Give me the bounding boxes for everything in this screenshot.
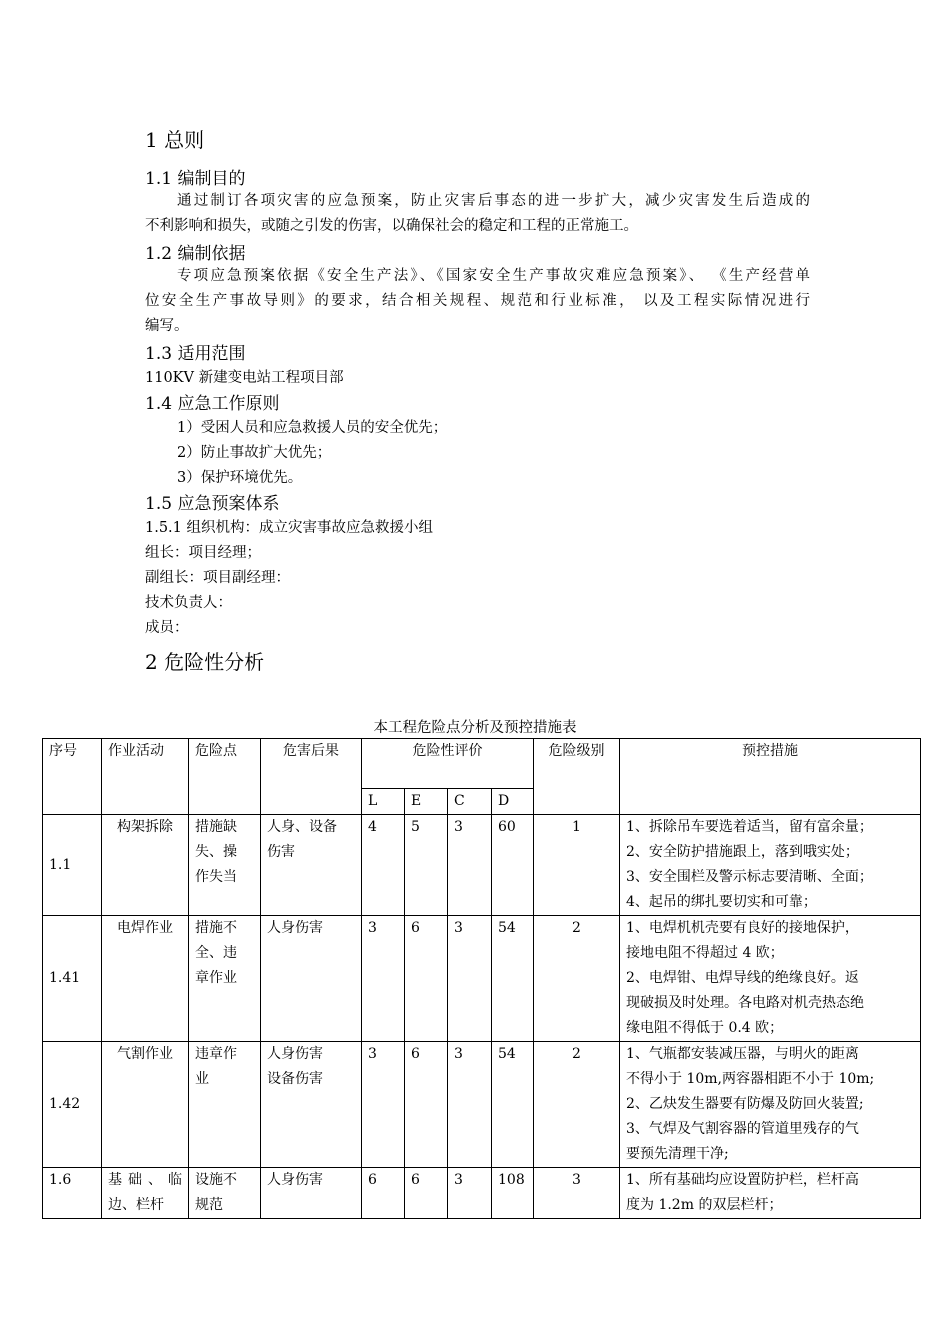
measure-line: 度为 1.2m 的双层栏杆； <box>626 1197 783 1213</box>
measure-line: 要预先清理干净; <box>626 1146 729 1162</box>
hazard-line: 规范 <box>195 1197 223 1213</box>
table-row <box>43 1042 921 1168</box>
paragraph-line: 通过制订各项灾害的应急预案，防止灾害后事态的进一步扩大，减少灾害发生后造成的 <box>177 193 810 209</box>
principle-item: 2）防止事故扩大优先； <box>177 445 332 461</box>
section-2-title: 2 危险性分析 <box>145 650 265 674</box>
hazard-line: 失、操 <box>195 844 237 860</box>
cell-hazard <box>189 1168 261 1219</box>
table-row <box>43 916 921 1042</box>
cell-seq: 1.1 <box>43 815 102 916</box>
hazard-line: 措施不 <box>195 920 237 936</box>
cell-consequence <box>261 815 362 916</box>
section-1-2-title: 1.2 编制依据 <box>145 244 246 264</box>
measure-line: 2、电焊钳、电焊导线的绝缘良好。返 <box>626 970 859 986</box>
hazard-line: 措施缺 <box>195 819 237 835</box>
cell-consequence <box>261 1168 362 1219</box>
hazard-line: 业 <box>195 1071 209 1087</box>
scope-text: 110KV 新建变电站工程项目部 <box>145 370 344 386</box>
consequence-line: 人身伤害 <box>267 920 323 936</box>
cell-C: 3 <box>448 815 492 916</box>
measure-line: 缘电阻不得低于 0.4 欧； <box>626 1020 784 1036</box>
header-measures: 预控措施 <box>620 739 921 815</box>
section-1-5-1-text: 1.5.1 组织机构：成立灾害事故应急救援小组 <box>145 520 434 536</box>
cell-E: 6 <box>405 1042 448 1168</box>
consequence-line: 人身伤害 <box>267 1046 323 1062</box>
members: 成员： <box>145 620 189 636</box>
cell-L: 6 <box>362 1168 405 1219</box>
measure-line: 2、乙炔发生器要有防爆及防回火装置; <box>626 1096 864 1112</box>
table-row <box>43 815 921 916</box>
header-D: D <box>492 789 534 815</box>
cell-C: 3 <box>448 1042 492 1168</box>
cell-seq: 1.41 <box>43 916 102 1042</box>
cell-activity: 电焊作业 <box>102 916 189 1042</box>
cell-hazard <box>189 815 261 916</box>
technical-lead: 技术负责人： <box>145 595 232 611</box>
cell-hazard <box>189 916 261 1042</box>
cell-D: 60 <box>492 815 534 916</box>
paragraph-line: 不利影响和损失，或随之引发的伤害，以确保社会的稳定和工程的正常施工。 <box>145 218 638 234</box>
cell-D: 54 <box>492 916 534 1042</box>
cell-level: 2 <box>534 1042 620 1168</box>
header-consequence: 危害后果 <box>261 739 362 815</box>
cell-seq: 1.42 <box>43 1042 102 1168</box>
cell-measures <box>620 916 921 1042</box>
measure-line: 2、安全防护措施跟上，落到哦实处； <box>626 844 859 860</box>
section-1-4-title: 1.4 应急工作原则 <box>145 394 280 414</box>
cell-E: 6 <box>405 916 448 1042</box>
cell-activity: 基础、临边、栏杆 <box>102 1168 189 1219</box>
measure-line: 3、安全围栏及警示标志要清晰、全面； <box>626 869 873 885</box>
cell-C: 3 <box>448 1168 492 1219</box>
cell-level: 2 <box>534 916 620 1042</box>
consequence-line: 伤害 <box>267 844 295 860</box>
cell-L: 3 <box>362 916 405 1042</box>
measure-line: 3、气焊及气割容器的管道里残存的气 <box>626 1121 859 1137</box>
header-evaluation: 危险性评价 <box>362 739 534 789</box>
measure-line: 1、所有基础均应设置防护栏，栏杆高 <box>626 1172 859 1188</box>
cell-D: 54 <box>492 1042 534 1168</box>
consequence-line: 人身伤害 <box>267 1172 323 1188</box>
cell-consequence <box>261 1042 362 1168</box>
hazard-line: 违章作 <box>195 1046 237 1062</box>
table-row <box>43 1168 921 1219</box>
consequence-line: 人身、设备 <box>267 819 337 835</box>
section-1-1-title: 1.1 编制目的 <box>145 169 246 189</box>
header-seq: 序号 <box>43 739 102 815</box>
cell-L: 3 <box>362 1042 405 1168</box>
hazard-line: 全、违 <box>195 945 237 961</box>
principle-item: 3）保护环境优先。 <box>177 470 303 486</box>
table-caption: 本工程危险点分析及预控措施表 <box>373 720 577 736</box>
cell-level: 3 <box>534 1168 620 1219</box>
header-activity: 作业活动 <box>102 739 189 815</box>
header-E: E <box>405 789 448 815</box>
measure-line: 不得小于 10m,两容器相距不小于 10m; <box>626 1071 875 1087</box>
section-1-2-paragraph <box>145 264 810 339</box>
cell-measures <box>620 1042 921 1168</box>
header-L: L <box>362 789 405 815</box>
risk-analysis-table <box>42 738 921 1219</box>
paragraph-line: 位安全生产事故导则》的要求，结合相关规程、规范和行业标准， 以及工程实际情况进行 <box>145 293 810 309</box>
table-header-row <box>43 739 921 789</box>
cell-measures <box>620 815 921 916</box>
cell-E: 5 <box>405 815 448 916</box>
measure-line: 现破损及时处理。各电路对机壳热态绝 <box>626 995 864 1011</box>
deputy-leader: 副组长：项目副经理： <box>145 570 290 586</box>
paragraph-line: 专项应急预案依据《安全生产法》、《国家安全生产事故灾难应急预案》、 《生产经营单 <box>177 268 810 284</box>
group-leader: 组长：项目经理； <box>145 545 261 561</box>
hazard-line: 章作业 <box>195 970 237 986</box>
measure-line: 1、气瓶都安装减压器，与明火的距离 <box>626 1046 859 1062</box>
hazard-line: 作失当 <box>195 869 237 885</box>
cell-measures <box>620 1168 921 1219</box>
cell-C: 3 <box>448 916 492 1042</box>
measure-line: 4、起吊的绑扎要切实和可靠； <box>626 894 817 910</box>
section-1-1-paragraph <box>145 189 810 239</box>
measure-line: 1、拆除吊车要选着适当，留有富余量； <box>626 819 873 835</box>
cell-hazard <box>189 1042 261 1168</box>
section-1-5-title: 1.5 应急预案体系 <box>145 494 280 514</box>
section-1-3-title: 1.3 适用范围 <box>145 344 246 364</box>
principle-item: 1）受困人员和应急救援人员的安全优先； <box>177 420 448 436</box>
cell-seq: 1.6 <box>43 1168 102 1219</box>
cell-E: 6 <box>405 1168 448 1219</box>
paragraph-line: 编写。 <box>145 318 189 334</box>
section-1-title: 1 总则 <box>145 128 205 152</box>
cell-activity: 构架拆除 <box>102 815 189 916</box>
cell-consequence <box>261 916 362 1042</box>
hazard-line: 设施不 <box>195 1172 237 1188</box>
consequence-line: 设备伤害 <box>267 1071 323 1087</box>
measure-line: 接地电阻不得超过 4 欧； <box>626 945 784 961</box>
cell-D: 108 <box>492 1168 534 1219</box>
header-C: C <box>448 789 492 815</box>
header-hazard: 危险点 <box>189 739 261 815</box>
measure-line: 1、电焊机机壳要有良好的接地保护， <box>626 920 859 936</box>
cell-level: 1 <box>534 815 620 916</box>
cell-L: 4 <box>362 815 405 916</box>
cell-activity: 气割作业 <box>102 1042 189 1168</box>
header-level: 危险级别 <box>534 739 620 815</box>
